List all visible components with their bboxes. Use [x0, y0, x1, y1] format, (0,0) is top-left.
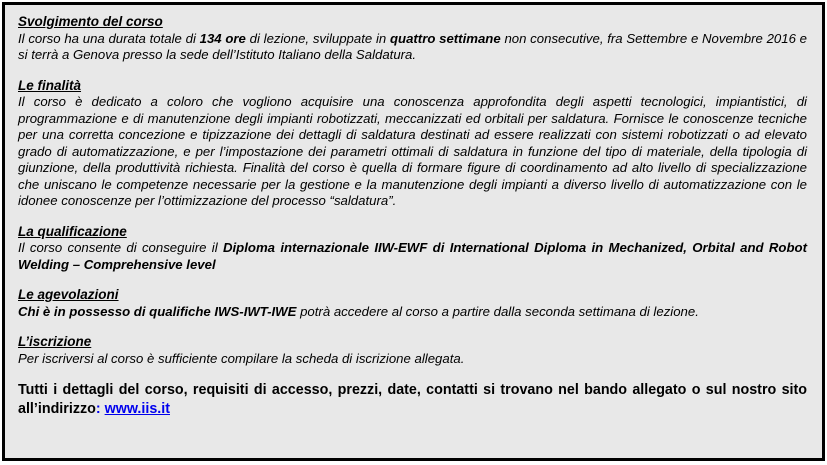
text-segment: Per iscriversi al corso è sufficiente compilare la scheda di iscrizione allegata.: [18, 350, 465, 366]
text-segment: Diploma internazionale IIW-EWF di International Diploma in Mechanized, Orbital and Robot Welding – Comprehensive level: [18, 240, 807, 272]
heading-svolgimento-del-corso: Svolgimento del corso: [18, 14, 163, 29]
heading-la-qualificazione: La qualificazione: [18, 223, 127, 239]
details-footer-paragraph: [18, 381, 807, 418]
paragraph-la-qualificazione: [18, 240, 807, 273]
heading-l-iscrizione: L’iscrizione: [18, 334, 92, 349]
section-le-agevolazioni: [18, 287, 807, 320]
text-segment: potrà accedere al corso a partire dalla seconda settimana di lezione.: [296, 303, 699, 319]
text-segment: Tutti i dettagli del corso, requisiti di accesso, prezzi, date, contatti si trovano nel bando allegato o sul nostro sito all’indirizzo: [18, 382, 807, 417]
text-segment: :: [95, 400, 105, 417]
heading-le-finalita: Le finalità: [18, 77, 82, 93]
paragraph-le-finalita: [18, 94, 807, 210]
text-segment: non consecutive, fra Settembre e Novembre 2016 e si terrà a Genova presso la sede dell’Istituto Italiano della Saldatura.: [18, 30, 807, 62]
text-segment: Il corso ha una durata totale di: [18, 30, 200, 46]
text-segment: quattro settimane: [389, 30, 501, 46]
text-segment: Chi è in possesso di qualifiche IWS-IWT-IWE: [18, 303, 297, 319]
section-le-finalita: [18, 78, 807, 210]
section-svolgimento-del-corso: [18, 14, 807, 64]
course-document: [2, 2, 825, 461]
text-segment: Il corso consente di conseguire il: [18, 240, 223, 255]
iis-website-link[interactable]: www.iis.it: [104, 400, 170, 417]
section-l-iscrizione: [18, 334, 807, 367]
section-la-qualificazione: [18, 224, 807, 274]
section-footer-note: [18, 381, 807, 418]
paragraph-svolgimento-del-corso: [18, 31, 807, 64]
paragraph-l-iscrizione: [18, 351, 807, 368]
heading-le-agevolazioni: Le agevolazioni: [18, 287, 119, 302]
text-segment: Il corso è dedicato a coloro che vogliono acquisire una conoscenza approfondita degli aspetti tecnologici, impiantistici, di programmazione e di manutenzione degli impianti robotizzati, meccanizzati ed orbitali per saldatura. Fornisce le conoscenze tecniche per una corretta concezione e tipizzazione dei dettagli di saldatura destinati ad essere realizzati con sistemi robotizzati o ad elevato grado di automatizzazione, e per l’impostazione dei parametri ottimali di saldatura in funzione del tipo di materiale, della tipologia di giunzione, della produttività richiesta. Finalità del corso è quella di formare figure di coordinamento ad alto livello di specializzazione che uniscano le competenze necessarie per la gestione e la manutenzione degli impianti a diverso livello di automatizzazione con le idonee conoscenze per l’ottimizzazione del processo “saldatura”.: [18, 94, 807, 208]
text-segment: di lezione, sviluppate in: [245, 30, 390, 46]
text-segment: 134 ore: [199, 30, 246, 46]
paragraph-le-agevolazioni: [18, 304, 807, 321]
